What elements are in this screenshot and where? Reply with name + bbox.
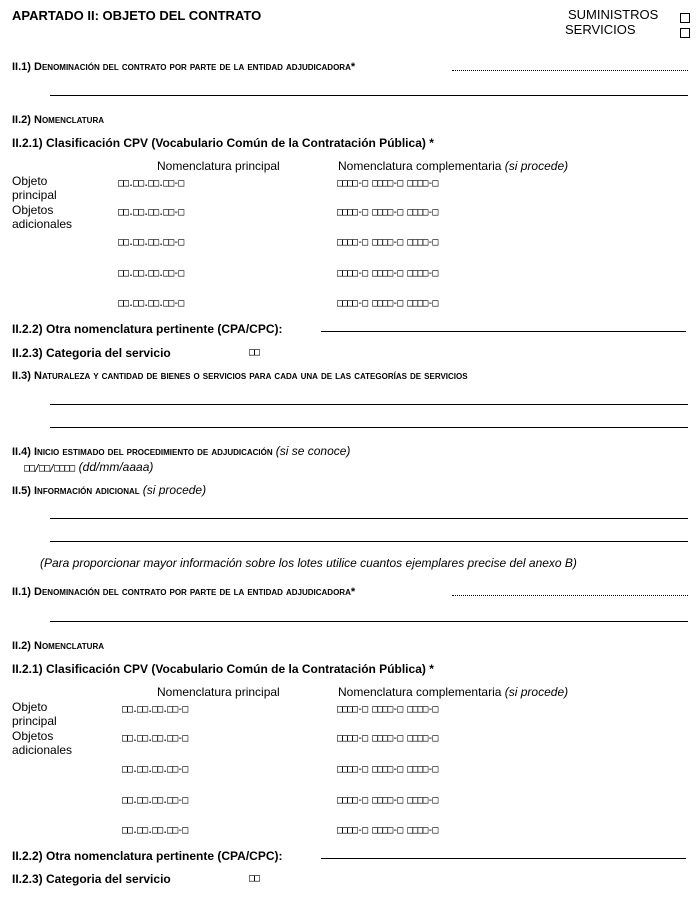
cpv-complementaria-code[interactable]: □□□□-□ □□□□-□ □□□□-□ [337, 795, 438, 806]
denominacion-dotted-line[interactable] [452, 595, 688, 596]
fecha-code[interactable]: □□/□□/□□□□ [24, 463, 75, 474]
categoria-label: II.2.3) Categoria del servicio [12, 346, 171, 360]
inicio-text: II.4) Inicio estimado del procedimiento de adjudicación [12, 446, 273, 458]
cpv-principal-code[interactable]: □□.□□.□□.□□-□ [118, 178, 184, 189]
cpv-complementaria-code[interactable]: □□□□-□ □□□□-□ □□□□-□ [337, 207, 438, 218]
otra-nomenclatura-line[interactable] [321, 331, 686, 332]
section-title: APARTADO II: OBJETO DEL CONTRATO [12, 8, 262, 23]
naturaleza-line[interactable] [50, 427, 688, 428]
categoria-label: II.2.3) Categoria del servicio [12, 872, 171, 886]
naturaleza-label: II.3) Naturaleza y cantidad de bienes o servicios para cada una de las categorías de servicios [12, 370, 468, 382]
row-objetos-adicionales: Objetos adicionales [12, 729, 73, 757]
cpv-heading: II.2.1) Clasificación CPV (Vocabulario Común de la Contratación Pública) * [12, 136, 434, 150]
col-complementaria-header [338, 685, 568, 699]
info-adicional-line[interactable] [50, 518, 688, 519]
cpv-principal-code[interactable]: □□.□□.□□.□□-□ [118, 237, 184, 248]
cpv-principal-code[interactable]: □□.□□.□□.□□-□ [122, 733, 188, 744]
cpv-principal-code[interactable]: □□.□□.□□.□□-□ [122, 795, 188, 806]
cpv-principal-code[interactable]: □□.□□.□□.□□-□ [122, 825, 188, 836]
denominacion-line[interactable] [50, 621, 688, 622]
otra-nomenclatura-label: II.2.2) Otra nomenclatura pertinente (CPA/CPC): [12, 849, 283, 863]
option-servicios-label: SERVICIOS [565, 22, 636, 37]
row-objeto-principal: Objeto principal [12, 174, 57, 202]
col-principal-header: Nomenclatura principal [157, 685, 280, 699]
cpv-heading: II.2.1) Clasificación CPV (Vocabulario Común de la Contratación Pública) * [12, 662, 434, 676]
naturaleza-line[interactable] [50, 404, 688, 405]
cpv-complementaria-code[interactable]: □□□□-□ □□□□-□ □□□□-□ [337, 178, 438, 189]
row-objeto-principal: Objeto principal [12, 700, 57, 728]
cpv-complementaria-code[interactable]: □□□□-□ □□□□-□ □□□□-□ [337, 764, 438, 775]
otra-nomenclatura-line[interactable] [321, 858, 686, 859]
info-adicional-label [12, 483, 206, 497]
otra-nomenclatura-label: II.2.2) Otra nomenclatura pertinente (CPA/CPC): [12, 322, 283, 336]
nomenclatura-heading: II.2) Nomenclatura [12, 640, 105, 652]
col-si-procede: (si procede) [504, 159, 569, 173]
categoria-code[interactable]: □□ [249, 347, 260, 358]
nomenclatura-heading: II.2) Nomenclatura [12, 114, 105, 126]
denominacion-dotted-line[interactable] [452, 70, 688, 71]
col-complementaria-text: Nomenclatura complementaria [338, 159, 502, 173]
cpv-complementaria-code[interactable]: □□□□-□ □□□□-□ □□□□-□ [337, 704, 438, 715]
info-adicional-si-procede: (si procede) [142, 483, 207, 497]
info-adicional-line[interactable] [50, 541, 688, 542]
inicio-si-se-conoce: (si se conoce) [275, 444, 351, 458]
servicios-checkbox[interactable] [680, 25, 690, 43]
cpv-complementaria-code[interactable]: □□□□-□ □□□□-□ □□□□-□ [337, 268, 438, 279]
cpv-complementaria-code[interactable]: □□□□-□ □□□□-□ □□□□-□ [337, 825, 438, 836]
fecha-field[interactable] [24, 458, 153, 476]
col-si-procede: (si procede) [504, 685, 569, 699]
cpv-principal-code[interactable]: □□.□□.□□.□□-□ [118, 268, 184, 279]
cpv-principal-code[interactable]: □□.□□.□□.□□-□ [118, 207, 184, 218]
lotes-note: (Para proporcionar mayor información sobre los lotes utilice cuantos ejemplares precise del anexo B) [40, 556, 577, 570]
cpv-complementaria-code[interactable]: □□□□-□ □□□□-□ □□□□-□ [337, 298, 438, 309]
categoria-code[interactable]: □□ [249, 873, 260, 884]
info-adicional-text: II.5) Información adicional [12, 485, 140, 497]
col-complementaria-text: Nomenclatura complementaria [338, 685, 502, 699]
col-complementaria-header [338, 159, 568, 173]
inicio-label [12, 444, 350, 458]
cpv-principal-code[interactable]: □□.□□.□□.□□-□ [122, 764, 188, 775]
denominacion-line[interactable] [50, 95, 688, 96]
cpv-complementaria-code[interactable]: □□□□-□ □□□□-□ □□□□-□ [337, 237, 438, 248]
cpv-complementaria-code[interactable]: □□□□-□ □□□□-□ □□□□-□ [337, 733, 438, 744]
col-principal-header: Nomenclatura principal [157, 159, 280, 173]
cpv-principal-code[interactable]: □□.□□.□□.□□-□ [122, 704, 188, 715]
cpv-principal-code[interactable]: □□.□□.□□.□□-□ [118, 298, 184, 309]
option-suministros-label: SUMINISTROS [568, 7, 659, 22]
fecha-formato: (dd/mm/aaaa) [78, 460, 154, 474]
row-objetos-adicionales: Objetos adicionales [12, 203, 73, 231]
denominacion-label: II.1) Denominación del contrato por parte de la entidad adjudicadora* [12, 61, 356, 73]
denominacion-label: II.1) Denominación del contrato por parte de la entidad adjudicadora* [12, 586, 356, 598]
